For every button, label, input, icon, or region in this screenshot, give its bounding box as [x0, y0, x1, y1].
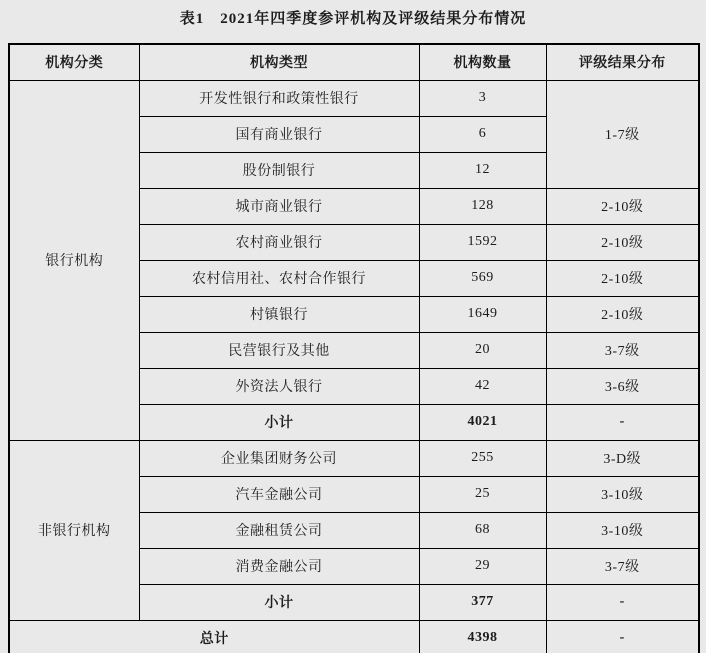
type-cell: 小计	[139, 584, 419, 620]
count-cell: 3	[419, 80, 546, 116]
count-cell: 42	[419, 368, 546, 404]
rating-cell: 2-10级	[546, 296, 699, 332]
rating-cell: 2-10级	[546, 260, 699, 296]
rating-cell: 2-10级	[546, 224, 699, 260]
count-cell: 4021	[419, 404, 546, 440]
rating-cell: 3-10级	[546, 476, 699, 512]
rating-cell: -	[546, 404, 699, 440]
type-cell: 村镇银行	[139, 296, 419, 332]
rating-cell: 3-7级	[546, 332, 699, 368]
count-cell: 6	[419, 116, 546, 152]
table-row	[9, 80, 699, 116]
type-cell: 金融租赁公司	[139, 512, 419, 548]
rating-cell: -	[546, 584, 699, 620]
rating-cell: 1-7级	[546, 80, 699, 188]
count-cell: 29	[419, 548, 546, 584]
header-row	[9, 44, 699, 80]
type-cell: 汽车金融公司	[139, 476, 419, 512]
count-cell: 569	[419, 260, 546, 296]
count-cell: 68	[419, 512, 546, 548]
count-cell: 12	[419, 152, 546, 188]
type-cell: 农村商业银行	[139, 224, 419, 260]
total-count-cell: 4398	[419, 620, 546, 653]
category-cell: 非银行机构	[9, 440, 139, 620]
header-count: 机构数量	[419, 44, 546, 80]
table-body	[9, 80, 699, 620]
type-cell: 民营银行及其他	[139, 332, 419, 368]
rating-cell: 3-D级	[546, 440, 699, 476]
type-cell: 消费金融公司	[139, 548, 419, 584]
type-cell: 企业集团财务公司	[139, 440, 419, 476]
rating-cell: 3-10级	[546, 512, 699, 548]
rating-table	[8, 43, 700, 653]
total-label-cell: 总计	[9, 620, 419, 653]
count-cell: 25	[419, 476, 546, 512]
type-cell: 股份制银行	[139, 152, 419, 188]
category-cell: 银行机构	[9, 80, 139, 440]
count-cell: 255	[419, 440, 546, 476]
type-cell: 开发性银行和政策性银行	[139, 80, 419, 116]
type-cell: 国有商业银行	[139, 116, 419, 152]
table-title: 表1 2021年四季度参评机构及评级结果分布情况	[179, 11, 527, 27]
rating-cell: 3-6级	[546, 368, 699, 404]
total-rating-cell: -	[546, 620, 699, 653]
type-cell: 农村信用社、农村合作银行	[139, 260, 419, 296]
type-cell: 外资法人银行	[139, 368, 419, 404]
header-type: 机构类型	[139, 44, 419, 80]
header-category: 机构分类	[9, 44, 139, 80]
type-cell: 城市商业银行	[139, 188, 419, 224]
count-cell: 1649	[419, 296, 546, 332]
count-cell: 377	[419, 584, 546, 620]
count-cell: 1592	[419, 224, 546, 260]
table-row	[9, 440, 699, 476]
rating-cell: 3-7级	[546, 548, 699, 584]
header-rating: 评级结果分布	[546, 44, 699, 80]
count-cell: 20	[419, 332, 546, 368]
total-row	[9, 620, 699, 653]
count-cell: 128	[419, 188, 546, 224]
type-cell: 小计	[139, 404, 419, 440]
rating-cell: 2-10级	[546, 188, 699, 224]
